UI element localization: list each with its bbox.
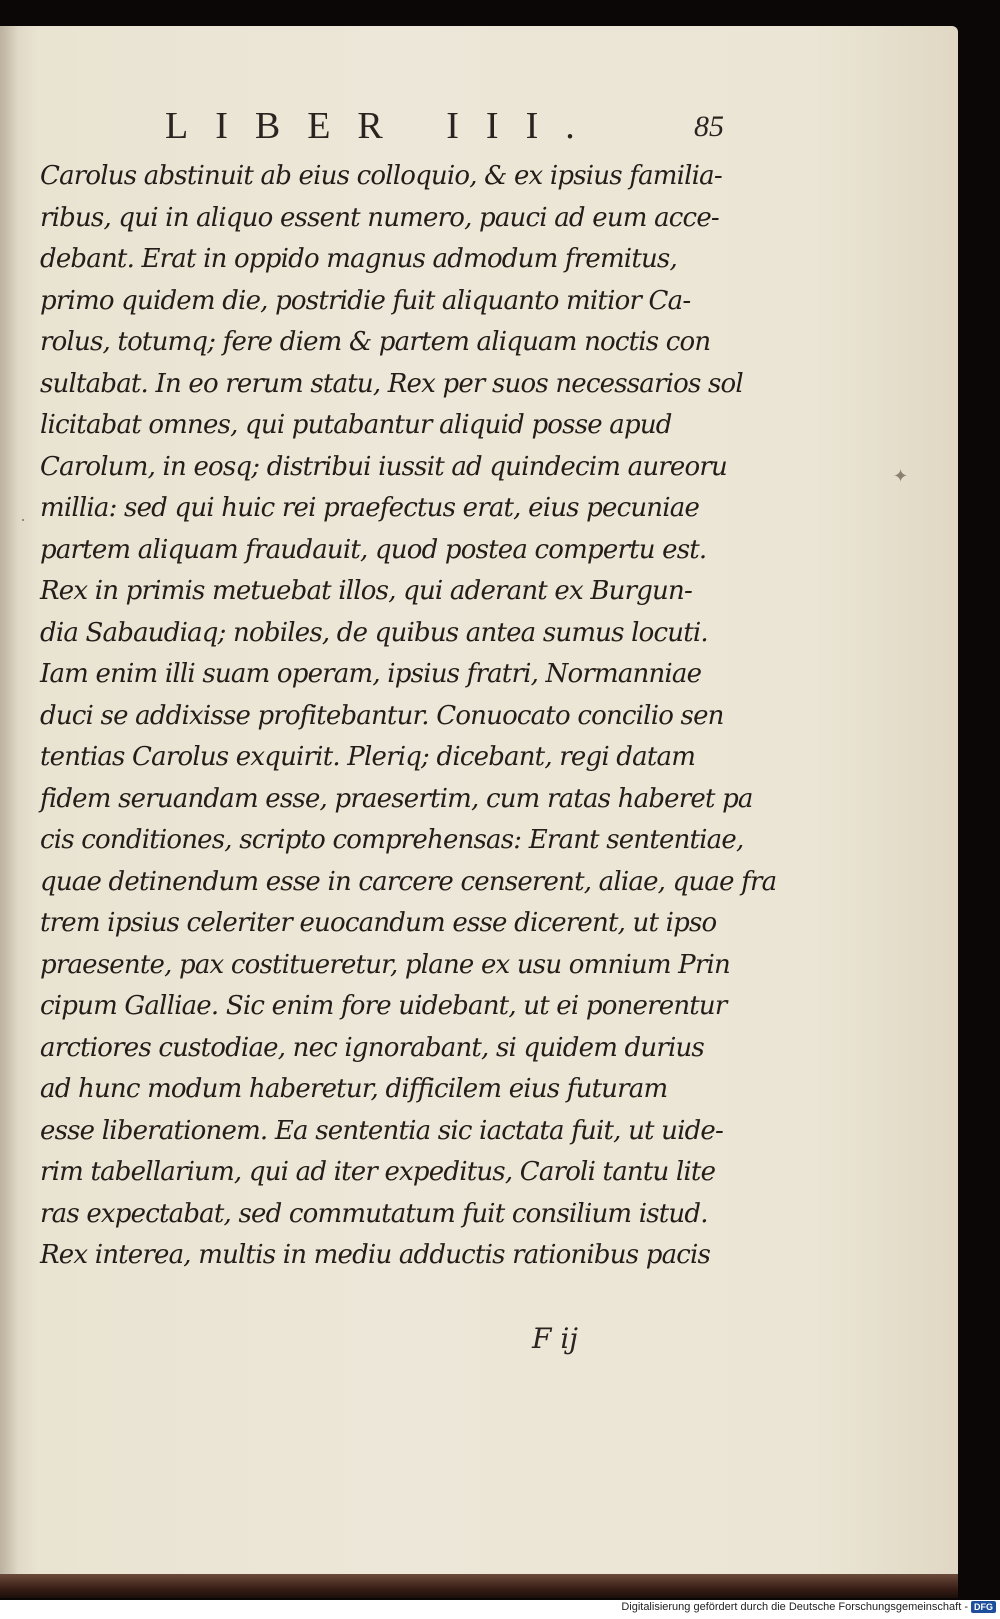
text-line: rolus, totumq; fere diem & partem aliquam noctis con: [40, 327, 711, 357]
text-line: rim tabellarium, qui ad iter expeditus, Caroli tantu lite: [40, 1157, 716, 1187]
text-line: cipum Galliae. Sic enim fore uidebant, ut ei ponerentur: [40, 991, 727, 1021]
text-line: primo quidem die, postridie fuit aliquanto mitior Ca-: [40, 285, 691, 316]
text-line: tentias Carolus exquirit. Pleriq; dicebant, regi datam: [40, 742, 696, 772]
running-head: [0, 100, 958, 160]
text-line: millia: sed qui huic rei praefectus erat, eius pecuniae: [40, 493, 700, 523]
signature-mark: F ij: [532, 1322, 578, 1355]
text-line: ras expectabat, sed commutatum fuit consilium istud.: [40, 1198, 708, 1229]
text-line: Rex in primis metuebat illos, qui aderant ex Burgun-: [40, 576, 692, 606]
text-line: praesente, pax costitueretur, plane ex usu omnium Prin: [40, 949, 730, 980]
running-head-title: LIBER III.: [165, 105, 602, 147]
text-line: quae detinendum esse in carcere censerent, aliae, quae fra: [40, 866, 777, 897]
text-line: Rex interea, multis in mediu adductis rationibus pacis: [40, 1240, 711, 1270]
text-line: licitabat omnes, qui putabantur aliquid posse apud: [40, 410, 672, 440]
page-speck: ✦: [893, 466, 909, 486]
text-line: debant. Erat in oppido magnus admodum fremitus,: [40, 244, 677, 274]
text-line: Carolus abstinuit ab eius colloquio, & ex ipsius familia-: [40, 161, 722, 191]
text-line: cis conditiones, scripto comprehensas: Erant sententiae,: [40, 825, 744, 855]
text-line: ribus, qui in aliquo essent numero, pauci ad eum acce-: [40, 202, 719, 233]
text-line: Iam enim illi suam operam, ipsius fratri, Normanniae: [40, 659, 702, 689]
body-text: [40, 156, 777, 1277]
text-line: esse liberationem. Ea sententia sic iactata fuit, ut uide-: [40, 1115, 723, 1146]
page-speck: ·: [20, 510, 26, 530]
text-line: partem aliquam fraudauit, quod postea compertu est.: [40, 534, 707, 565]
dfg-logo: DFG: [971, 1601, 996, 1613]
gutter-shadow: [0, 26, 18, 1586]
text-line: ad hunc modum haberetur, difficilem eius futuram: [40, 1074, 668, 1104]
text-line: arctiores custodiae, nec ignorabant, si quidem durius: [40, 1032, 704, 1063]
page-bottom-edge: [0, 1574, 958, 1598]
digitization-credit: [621, 1601, 996, 1613]
page-number: 85: [694, 110, 724, 143]
text-line: trem ipsius celeriter euocandum esse dicerent, ut ipso: [40, 908, 717, 938]
text-line: fidem seruandam esse, praesertim, cum ratas haberet pa: [40, 783, 753, 814]
credit-text: Digitalisierung gefördert durch die Deutsche Forschungsgemeinschaft -: [621, 1601, 968, 1613]
text-line: duci se addixisse profitebantur. Conuocato concilio sen: [40, 700, 724, 731]
text-line: sultabat. In eo rerum statu, Rex per suos necessarios sol: [40, 368, 743, 399]
text-line: Carolum, in eosq; distribui iussit ad quindecim aureoru: [40, 451, 727, 482]
text-line: dia Sabaudiaq; nobiles, de quibus antea sumus locuti.: [40, 617, 708, 648]
